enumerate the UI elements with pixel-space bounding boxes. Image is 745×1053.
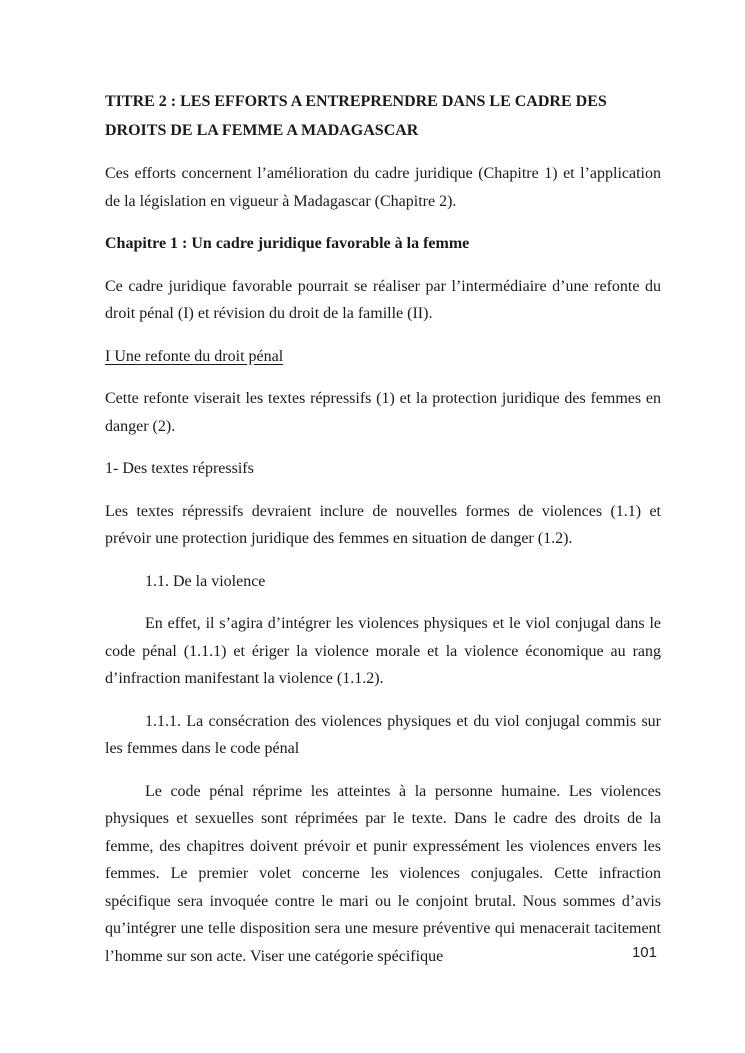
subsection-1-1-heading: 1.1. De la violence bbox=[145, 572, 266, 590]
subsection-1-paragraph: Les textes répressifs devraient inclure de nouvelles formes de violences (1.1) et prévoir une protection juridique des femmes en situation de danger (1.2). bbox=[105, 502, 661, 547]
intro-paragraph: Ces efforts concernent l’amélioration du cadre juridique (Chapitre 1) et l’application de la législation en vigueur à Madagascar (Chapitre 2). bbox=[105, 165, 661, 210]
subsection-1-1-1-paragraph: Le code pénal réprime les atteintes à la personne humaine. Les violences physiques et sexuelles sont réprimées par le texte. Dans le cadre des droits de la femme, des chapitres doivent prévoir et punir expressément les violences envers les femmes. Le premier volet concerne les violences conjugales. Cette infraction spécifique sera invoquée contre le mari ou le conjoint brutal. Nous sommes d’avis qu’intégrer une telle disposition sera une mesure préventive qui menacerait tacitement l’homme sur son acte. Viser une catégorie spécifique bbox=[105, 782, 661, 965]
chapter-1-heading: Chapitre 1 : Un cadre juridique favorable à la femme bbox=[105, 235, 470, 252]
section-1-paragraph: Cette refonte viserait les textes répressifs (1) et la protection juridique des femmes en danger (2). bbox=[105, 390, 661, 435]
subsection-1-heading: 1- Des textes répressifs bbox=[105, 460, 254, 477]
page-content bbox=[105, 88, 661, 985]
subsection-1-1-1-heading: 1.1.1. La consécration des violences physiques et du viol conjugal commis sur les femmes dans le code pénal bbox=[105, 712, 661, 757]
subsection-1-1-paragraph: En effet, il s’agira d’intégrer les violences physiques et le viol conjugal dans le code pénal (1.1.1) et ériger la violence morale et la violence économique au rang d’infraction manifestant la violence (1.1.2). bbox=[105, 615, 661, 687]
section-1-heading-text: I Une refonte du droit pénal bbox=[105, 347, 284, 365]
chapter-1-paragraph: Ce cadre juridique favorable pourrait se réaliser par l’intermédiaire d’une refonte du droit pénal (I) et révision du droit de la famille (II). bbox=[105, 277, 661, 322]
title-heading: TITRE 2 : LES EFFORTS A ENTREPRENDRE DANS LE CADRE DES DROITS DE LA FEMME A MADAGASCAR bbox=[105, 93, 607, 139]
page-number: 101 bbox=[631, 944, 657, 961]
section-1-heading bbox=[105, 343, 661, 371]
